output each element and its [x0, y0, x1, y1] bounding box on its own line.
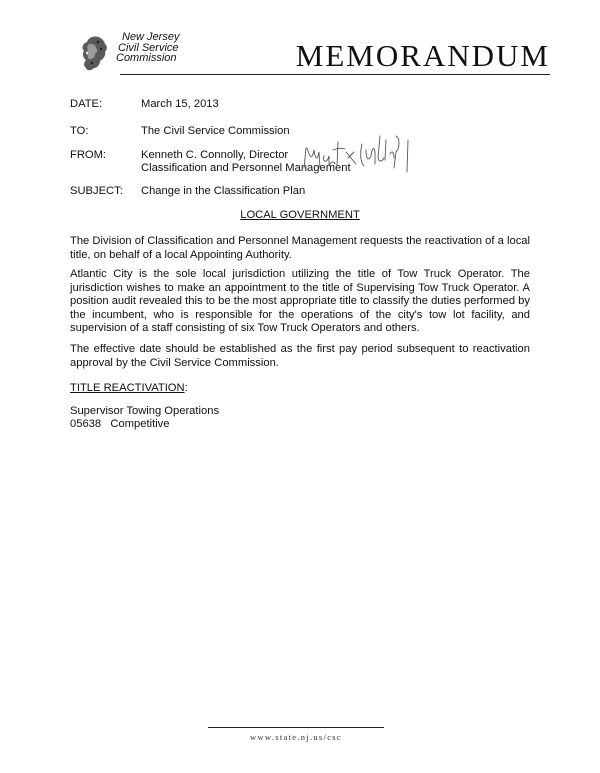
- to-value: The Civil Service Commission: [141, 125, 290, 137]
- body-paragraph: The effective date should be established as the first pay period subsequent to reactivation approval by the Civil Service Commission.: [70, 343, 530, 369]
- letterhead: [78, 32, 550, 80]
- title-reactivation-colon: :: [184, 382, 188, 394]
- header-rule: [120, 74, 550, 75]
- reactivation-title-code: 05638 Competitive: [70, 418, 170, 430]
- from-label: FROM:: [70, 149, 107, 161]
- agency-name-line: Commission: [116, 52, 177, 64]
- from-division: Classification and Personnel Management: [141, 162, 351, 174]
- subject-label: SUBJECT:: [70, 185, 123, 197]
- body-paragraph: The Division of Classification and Personnel Management requests the reactivation of a local title, on behalf of a local Appointing Authority.: [70, 235, 530, 261]
- agency-name: [116, 32, 179, 64]
- reactivation-title-name: Supervisor Towing Operations: [70, 405, 220, 417]
- handwritten-signature: [300, 128, 420, 180]
- subject-value: Change in the Classification Plan: [141, 185, 306, 197]
- section-heading: LOCAL GOVERNMENT: [240, 209, 360, 221]
- body-paragraph: Atlantic City is the sole local jurisdiction utilizing the title of Tow Truck Operator. The jurisdiction wishes to make an appointment to the title of Supervising Tow Truck Operator. A position audit revealed this to be the most appropriate title to classify the duties performed by the incumbent, who is responsible for the operations of the city's tow lot facility, and supervision of a staff consisting of six Tow Truck Operators and others.: [70, 268, 530, 334]
- footer-rule: [208, 727, 384, 728]
- date-label: DATE:: [70, 98, 103, 110]
- from-name: Kenneth C. Connolly, Director: [141, 149, 289, 161]
- document-type-title: MEMORANDUM: [295, 38, 550, 73]
- footer-url: www.state.nj.us/csc: [250, 732, 342, 742]
- to-label: TO:: [70, 125, 89, 137]
- agency-name-line: New Jersey: [122, 31, 180, 43]
- state-seal-icon: [78, 35, 118, 73]
- title-reactivation-heading: [70, 382, 188, 394]
- agency-name-line: Civil Service: [118, 41, 179, 54]
- date-value: March 15, 2013: [141, 98, 219, 110]
- title-reactivation-heading-text: TITLE REACTIVATION: [70, 382, 185, 394]
- agency-logo: [78, 32, 198, 74]
